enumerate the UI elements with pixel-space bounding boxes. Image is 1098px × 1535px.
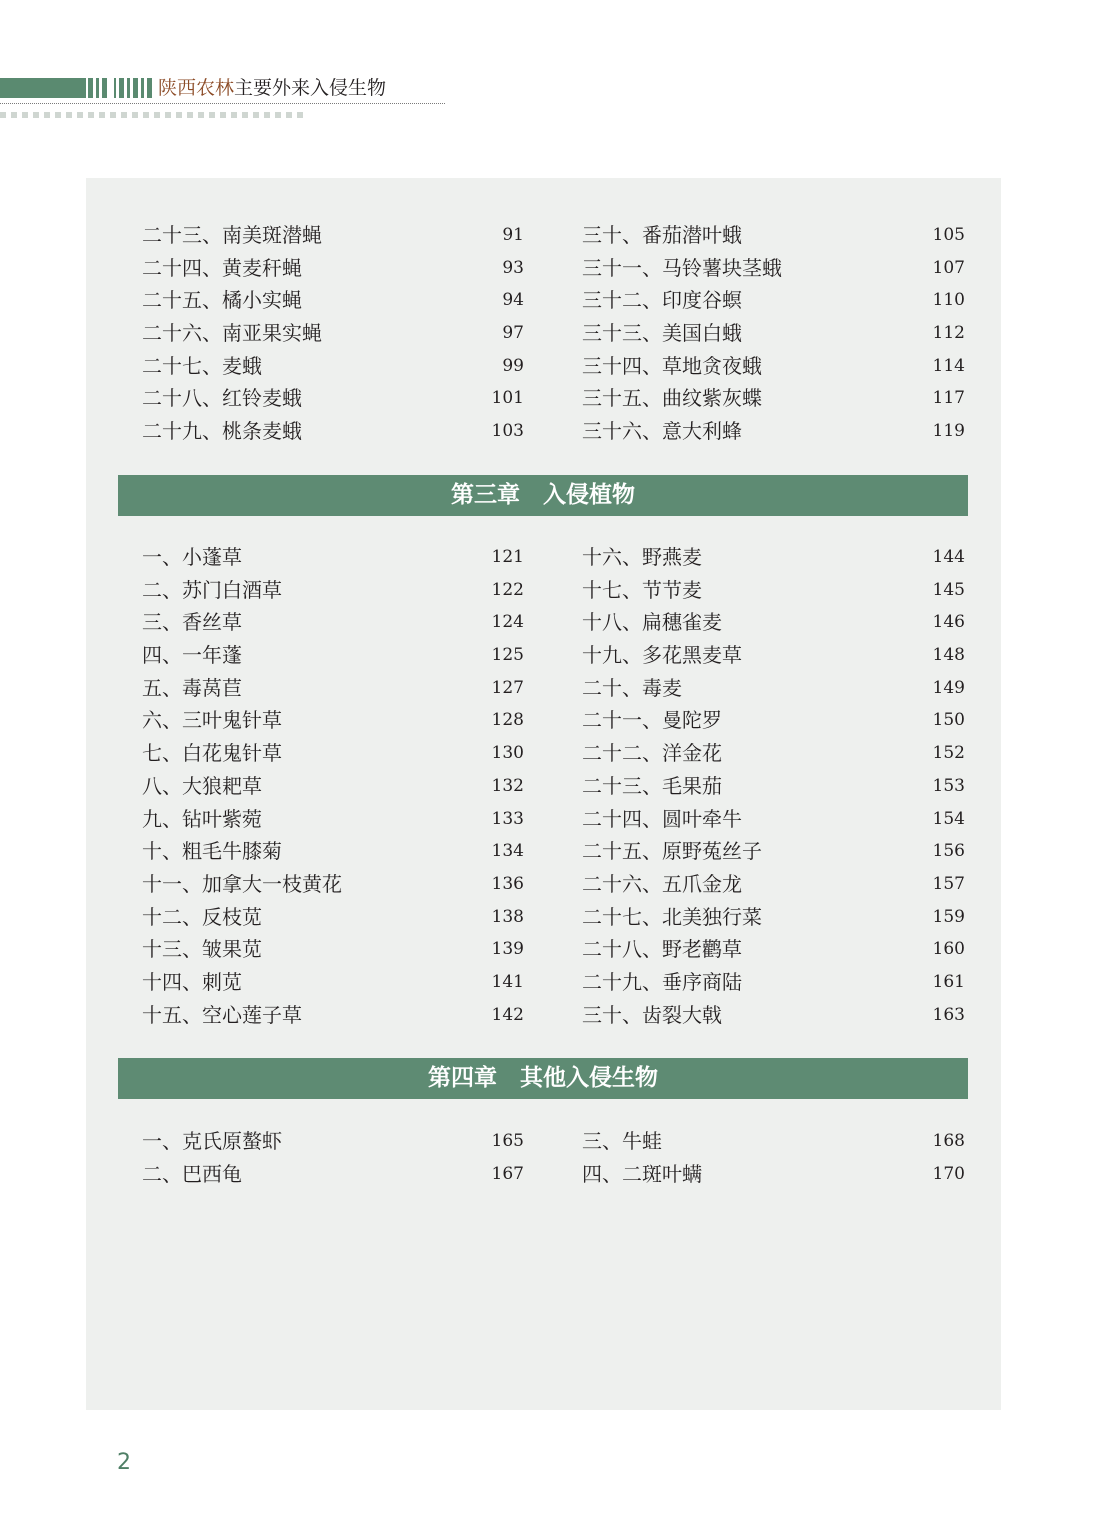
toc-entry-title: 二十九、垂序商陆 <box>582 969 742 994</box>
toc-entry-title: 二十六、五爪金龙 <box>582 871 742 896</box>
toc-entry <box>582 541 965 574</box>
toc-entry-page: 170 <box>932 1163 965 1184</box>
toc-entry <box>142 415 524 448</box>
toc-entry-title: 三十四、草地贪夜蛾 <box>582 353 762 378</box>
chapter-4-heading: 第四章 其他入侵生物 <box>118 1058 968 1099</box>
toc-entry-page: 101 <box>491 388 524 409</box>
toc-entry-page: 130 <box>491 743 524 764</box>
toc-entry <box>582 901 965 934</box>
toc-entry <box>582 835 965 868</box>
toc-entry-page: 117 <box>932 388 965 409</box>
header-dots <box>0 112 303 118</box>
header-dotted-line <box>0 103 445 104</box>
toc-entry-title: 二十八、野老鹳草 <box>582 937 742 962</box>
toc-entry-page: 163 <box>932 1004 965 1025</box>
header-dot <box>154 112 160 118</box>
toc-entry <box>142 933 524 966</box>
toc-entry <box>582 803 965 836</box>
toc-entry-title: 二、巴西龟 <box>142 1161 242 1186</box>
toc-entry <box>142 737 524 770</box>
toc-entry-title: 四、二斑叶螨 <box>582 1161 702 1186</box>
header-dot <box>275 112 281 118</box>
toc-entry <box>142 868 524 901</box>
toc-entry <box>582 770 965 803</box>
toc-entry-page: 149 <box>932 677 965 698</box>
header-dot <box>209 112 215 118</box>
toc-entry <box>582 252 965 285</box>
header-dot <box>143 112 149 118</box>
toc-entry-page: 121 <box>491 547 524 567</box>
header-dot <box>253 112 259 118</box>
toc-entry <box>582 1158 965 1191</box>
toc-entry-page: 156 <box>932 841 965 862</box>
toc-entry <box>142 999 524 1032</box>
toc-entry-page: 136 <box>491 873 524 894</box>
toc-entry-title: 十四、刺苋 <box>142 969 242 994</box>
toc-entry <box>582 966 965 999</box>
toc-entry-page: 99 <box>502 355 524 376</box>
toc-entry <box>582 672 965 705</box>
toc-entry-title: 一、克氏原螯虾 <box>142 1129 282 1153</box>
toc-entry <box>142 252 524 285</box>
toc-entry <box>142 1158 524 1191</box>
toc-entry <box>582 574 965 607</box>
toc-entry-title: 三十六、意大利蜂 <box>582 419 742 444</box>
toc-entry-title: 九、钻叶紫菀 <box>142 806 262 831</box>
toc-entry-page: 165 <box>491 1131 524 1151</box>
book-title-rest: 主要外来入侵生物 <box>234 77 387 99</box>
header-dot <box>231 112 237 118</box>
toc-entry-title: 十一、加拿大一枝黄花 <box>142 871 342 896</box>
toc-entry-page: 94 <box>502 290 524 311</box>
toc-entry-page: 161 <box>932 971 965 992</box>
toc-entry <box>142 606 524 639</box>
toc-entry-title: 三、牛蛙 <box>582 1129 662 1153</box>
toc-entry-title: 二十二、洋金花 <box>582 741 722 766</box>
toc-entry <box>142 1125 524 1158</box>
toc-entry <box>142 317 524 350</box>
toc-entry-title: 一、小蓬草 <box>142 545 242 569</box>
toc-entry-page: 93 <box>502 257 524 278</box>
toc-entry-page: 122 <box>491 579 524 600</box>
toc-entry-page: 144 <box>932 547 965 567</box>
toc-entry <box>582 382 965 415</box>
toc-entry-page: 110 <box>932 290 965 311</box>
header-dot <box>110 112 116 118</box>
toc-entry <box>142 901 524 934</box>
toc-entry-title: 二十四、圆叶牵牛 <box>582 806 742 831</box>
toc-entry <box>142 382 524 415</box>
page-number: 2 <box>117 1450 131 1475</box>
toc-entry-page: 114 <box>932 355 965 376</box>
header-dot <box>264 112 270 118</box>
toc-entry-title: 三十三、美国白蛾 <box>582 321 742 346</box>
header-dot <box>44 112 50 118</box>
toc-entry-title: 十七、节节麦 <box>582 577 702 602</box>
toc-entry-page: 127 <box>491 677 524 698</box>
toc-entry-title: 二十四、黄麦秆蝇 <box>142 255 302 280</box>
header-dot <box>132 112 138 118</box>
toc-entry <box>582 868 965 901</box>
toc-entry-page: 134 <box>491 841 524 862</box>
toc-entry-title: 二十七、北美独行菜 <box>582 904 762 929</box>
toc-entry-page: 142 <box>491 1004 524 1025</box>
toc-entry-title: 三、香丝草 <box>142 610 242 635</box>
header-dot <box>11 112 17 118</box>
toc-entry-title: 十、粗毛牛膝菊 <box>142 839 282 864</box>
toc-entry-page: 97 <box>502 323 524 344</box>
toc-entry-page: 105 <box>932 225 965 245</box>
toc-entry <box>142 770 524 803</box>
toc-entry-title: 二、苏门白酒草 <box>142 577 282 602</box>
toc-entry <box>582 415 965 448</box>
header-dot <box>220 112 226 118</box>
toc-entry-title: 十三、皱果苋 <box>142 937 262 962</box>
toc-entry <box>142 219 524 252</box>
toc-entry-title: 二十、毒麦 <box>582 675 682 700</box>
header-dot <box>55 112 61 118</box>
toc-entry-page: 124 <box>491 612 524 633</box>
toc-entry-title: 十五、空心莲子草 <box>142 1002 302 1027</box>
toc-entry <box>142 639 524 672</box>
toc-entry-title: 二十六、南亚果实蝇 <box>142 321 322 346</box>
header-dot <box>286 112 292 118</box>
toc-entry-title: 六、三叶鬼针草 <box>142 708 282 733</box>
toc-section-a-right <box>582 219 965 448</box>
toc-entry-title: 三十一、马铃薯块茎蛾 <box>582 255 782 280</box>
toc-entry <box>142 835 524 868</box>
toc-entry-page: 138 <box>491 906 524 927</box>
toc-entry <box>582 933 965 966</box>
toc-entry-page: 159 <box>932 906 965 927</box>
toc-entry <box>142 803 524 836</box>
header-dot <box>297 112 303 118</box>
toc-entry-title: 七、白花鬼针草 <box>142 741 282 766</box>
toc-entry-title: 二十三、南美斑潜蝇 <box>142 223 322 247</box>
toc-entry-title: 十九、多花黑麦草 <box>582 643 742 668</box>
toc-entry-page: 145 <box>932 579 965 600</box>
toc-entry-title: 二十三、毛果茄 <box>582 773 722 798</box>
toc-section-a-left <box>142 219 524 448</box>
header-dot <box>0 112 6 118</box>
header-dot <box>66 112 72 118</box>
header-dot <box>33 112 39 118</box>
toc-entry <box>142 574 524 607</box>
toc-entry-page: 160 <box>932 939 965 960</box>
toc-entry <box>142 541 524 574</box>
toc-entry-page: 119 <box>932 421 965 442</box>
toc-chapter-4-left <box>142 1125 524 1190</box>
toc-entry-title: 三十、齿裂大戟 <box>582 1002 722 1027</box>
toc-entry-page: 152 <box>932 743 965 764</box>
toc-entry <box>582 1125 965 1158</box>
toc-entry-page: 150 <box>932 710 965 731</box>
header-bar <box>0 78 86 98</box>
toc-entry-title: 三十、番茄潜叶蛾 <box>582 223 742 247</box>
toc-entry-title: 三十五、曲纹紫灰蝶 <box>582 386 762 411</box>
toc-entry-title: 四、一年蓬 <box>142 643 242 668</box>
toc-chapter-3-right <box>582 541 965 1031</box>
toc-entry <box>582 999 965 1032</box>
toc-entry <box>582 606 965 639</box>
toc-entry-title: 五、毒莴苣 <box>142 675 242 700</box>
toc-entry-page: 125 <box>491 645 524 666</box>
toc-entry-title: 二十五、橘小实蝇 <box>142 288 302 313</box>
toc-entry <box>142 966 524 999</box>
toc-entry <box>582 704 965 737</box>
header-dot <box>99 112 105 118</box>
toc-chapter-3-left <box>142 541 524 1031</box>
header-dot <box>165 112 171 118</box>
toc-entry-page: 103 <box>491 421 524 442</box>
toc-entry-title: 二十九、桃条麦蛾 <box>142 419 302 444</box>
header-dot <box>121 112 127 118</box>
header-dot <box>88 112 94 118</box>
toc-entry-page: 141 <box>491 971 524 992</box>
toc-entry-title: 二十七、麦蛾 <box>142 353 262 378</box>
toc-entry-title: 二十一、曼陀罗 <box>582 708 722 733</box>
header-dot <box>187 112 193 118</box>
toc-entry-title: 十六、野燕麦 <box>582 545 702 569</box>
toc-entry-page: 112 <box>932 323 965 344</box>
toc-entry-title: 十二、反枝苋 <box>142 904 262 929</box>
toc-entry-title: 二十八、红铃麦蛾 <box>142 386 302 411</box>
toc-entry <box>582 350 965 383</box>
toc-entry <box>142 350 524 383</box>
toc-entry-page: 133 <box>491 808 524 829</box>
book-title-brand: 陕西农林 <box>158 77 235 99</box>
toc-entry-page: 168 <box>932 1131 965 1151</box>
header-stripes <box>88 78 152 98</box>
book-title <box>158 76 386 100</box>
toc-entry-page: 107 <box>932 257 965 278</box>
toc-entry-page: 153 <box>932 775 965 796</box>
toc-entry <box>582 284 965 317</box>
toc-entry-page: 154 <box>932 808 965 829</box>
header-dot <box>77 112 83 118</box>
toc-entry-page: 128 <box>491 710 524 731</box>
toc-entry-page: 167 <box>491 1163 524 1184</box>
chapter-3-heading: 第三章 入侵植物 <box>118 475 968 516</box>
header-dot <box>176 112 182 118</box>
toc-entry-page: 139 <box>491 939 524 960</box>
toc-entry-page: 148 <box>932 645 965 666</box>
header-dot <box>198 112 204 118</box>
toc-entry-title: 八、大狼耙草 <box>142 773 262 798</box>
toc-entry <box>142 284 524 317</box>
toc-entry-title: 二十五、原野菟丝子 <box>582 839 762 864</box>
toc-entry <box>582 219 965 252</box>
toc-entry-page: 157 <box>932 873 965 894</box>
toc-entry-page: 91 <box>502 225 524 245</box>
toc-entry <box>142 672 524 705</box>
header-dot <box>242 112 248 118</box>
toc-entry-title: 十八、扁穗雀麦 <box>582 610 722 635</box>
toc-entry-page: 132 <box>491 775 524 796</box>
toc-entry <box>582 737 965 770</box>
toc-entry <box>582 317 965 350</box>
toc-chapter-4-right <box>582 1125 965 1190</box>
header-dot <box>22 112 28 118</box>
toc-entry <box>142 704 524 737</box>
toc-entry-page: 146 <box>932 612 965 633</box>
toc-entry-title: 三十二、印度谷螟 <box>582 288 742 313</box>
toc-entry <box>582 639 965 672</box>
